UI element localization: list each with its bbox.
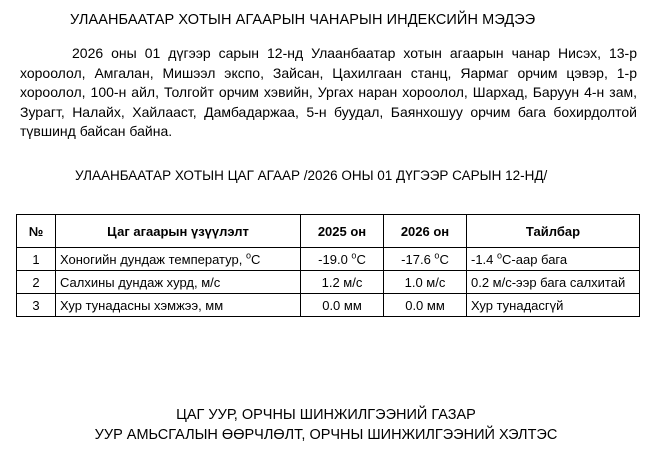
parameter-text: Хоногийн дундаж температур,: [60, 251, 246, 267]
value-text: -19.0: [318, 251, 352, 267]
row-value-2025: 0.0 мм: [301, 294, 384, 317]
row-parameter: [56, 248, 301, 271]
row-number: 1: [17, 248, 56, 271]
row-parameter: Салхины дундаж хурд, м/с: [56, 271, 301, 294]
value-text: -17.6: [401, 251, 435, 267]
degree-symbol: о: [351, 250, 357, 261]
unit-text: С: [250, 251, 261, 267]
header-2026: 2026 он: [384, 215, 467, 248]
table-row: [17, 271, 640, 294]
degree-symbol: о: [245, 250, 251, 261]
header-parameter: Цаг агаарын үзүүлэлт: [56, 215, 301, 248]
table-header-row: [17, 215, 640, 248]
row-parameter: Хур тунадасны хэмжээ, мм: [56, 294, 301, 317]
table-row: [17, 294, 640, 317]
row-number: 2: [17, 271, 56, 294]
degree-symbol: о: [434, 250, 440, 261]
table-row: [17, 248, 640, 271]
row-value-2026: 0.0 мм: [384, 294, 467, 317]
weather-subtitle: УЛААНБААТАР ХОТЫН ЦАГ АГААР /2026 ОНЫ 01 ДҮГЭЭР САРЫН 12-НД/: [75, 168, 548, 183]
row-note: Хур тунадасгүй: [467, 294, 640, 317]
note-text: -1.4: [471, 251, 498, 267]
air-quality-paragraph: 2026 оны 01 дүгээр сарын 12-нд Улаанбаатар хотын агаарын чанар Нисэх, 13-р хороолол, Амгалан, Мишээл экспо, Зайсан, Цахилгаан станц, Яармаг орчим цэвэр, 1-р хороолол, 100-н айл, Толгойт орчим хэвийн, Ургах наран хороолол, Шархад, Баруун 4-н зам, Зурагт, Налайх, Хайлааст, Дамбадаржаа, 5-н буудал, Баянхошуу орчим бага бохирдолтой түвшинд байсан байна.: [20, 45, 637, 139]
unit-text: С: [356, 251, 366, 267]
row-value-2025: 1.2 м/с: [301, 271, 384, 294]
header-2025: 2025 он: [301, 215, 384, 248]
degree-symbol: о: [497, 250, 503, 261]
row-value-2025: [301, 248, 384, 271]
row-value-2026: 1.0 м/с: [384, 271, 467, 294]
header-number: №: [17, 215, 56, 248]
row-value-2026: [384, 248, 467, 271]
footer-organization: ЦАГ УУР, ОРЧНЫ ШИНЖИЛГЭЭНИЙ ГАЗАР: [176, 407, 476, 423]
row-note: [467, 248, 640, 271]
note-text: С-аар бага: [502, 251, 568, 267]
row-note: 0.2 м/с-ээр бага салхитай: [467, 271, 640, 294]
header-note: Тайлбар: [467, 215, 640, 248]
document-title: УЛААНБААТАР ХОТЫН АГААРЫН ЧАНАРЫН ИНДЕКСИЙН МЭДЭЭ: [70, 12, 536, 28]
footer-department: УУР АМЬСГАЛЫН ӨӨРЧЛӨЛТ, ОРЧНЫ ШИНЖИЛГЭЭНИЙ ХЭЛТЭС: [94, 427, 558, 443]
row-number: 3: [17, 294, 56, 317]
unit-text: С: [439, 251, 449, 267]
weather-table: [16, 214, 640, 317]
